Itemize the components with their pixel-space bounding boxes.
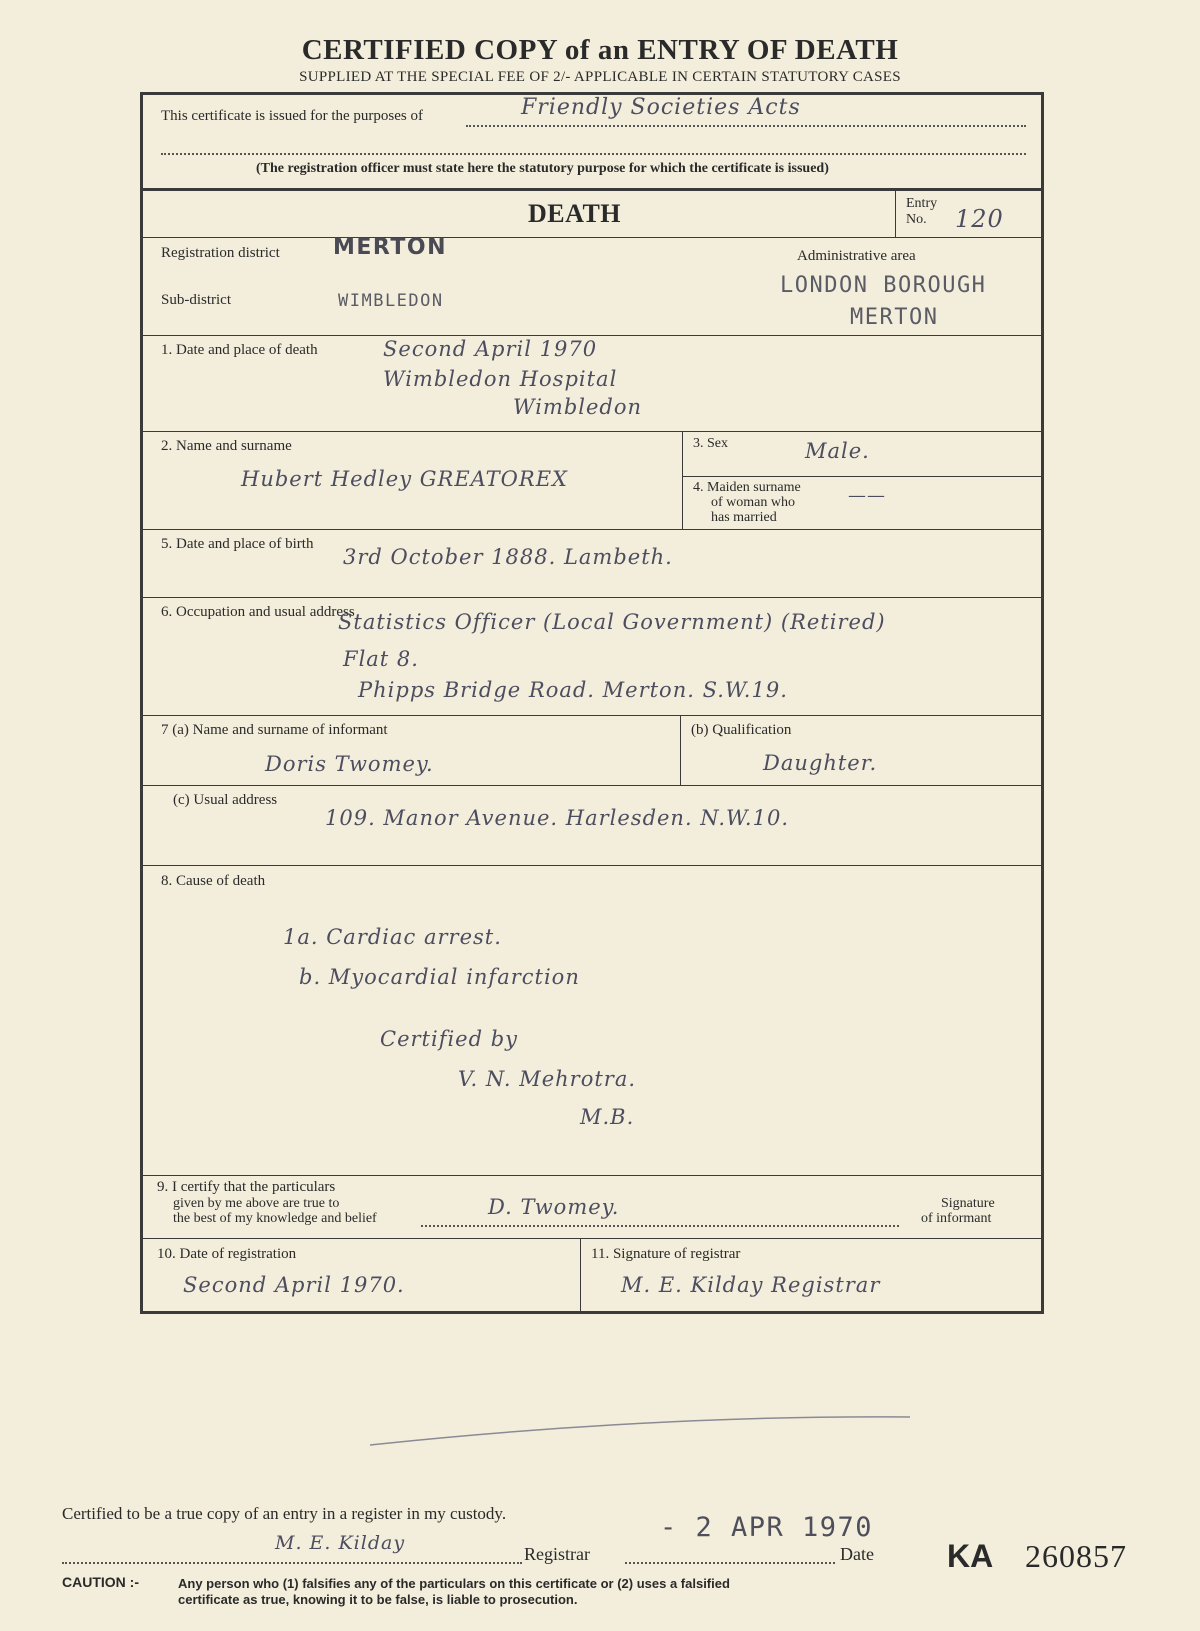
divider xyxy=(682,476,1041,477)
registrar-dotline xyxy=(62,1562,522,1564)
field-10-label: 10. Date of registration xyxy=(157,1246,297,1262)
field-8-label: 8. Cause of death xyxy=(161,873,266,889)
subdistrict-label: Sub-district xyxy=(161,292,231,308)
field-7b-label: (b) Qualification xyxy=(691,722,792,738)
field-3-sex: Male. xyxy=(805,439,870,463)
caution-label: CAUTION :- xyxy=(62,1574,139,1590)
registration-district-value: MERTON xyxy=(333,235,447,260)
field-6-occupation: Statistics Officer (Local Government) (Retired) xyxy=(338,610,886,634)
field-7a-informant: Doris Twomey. xyxy=(265,752,434,776)
divider xyxy=(680,715,681,785)
certificate-title: CERTIFIED COPY of an ENTRY OF DEATH xyxy=(301,34,899,66)
registration-district-label: Registration district xyxy=(161,245,280,261)
field-11-registrar-signature: M. E. Kilday Registrar xyxy=(621,1273,881,1297)
field-10-registration-date: Second April 1970. xyxy=(183,1273,405,1297)
divider xyxy=(580,1238,581,1311)
registrar-label: Registrar xyxy=(524,1544,590,1564)
field-8-certifier-qualification: M.B. xyxy=(580,1105,635,1129)
field-4-label-3: has married xyxy=(711,510,777,525)
divider xyxy=(143,597,1041,598)
field-1-place-1: Wimbledon Hospital xyxy=(383,367,618,391)
caution-text-1: Any person who (1) falsifies any of the particulars on this certificate or (2) uses a falsified xyxy=(178,1576,730,1591)
field-6-address-1: Flat 8. xyxy=(343,647,419,671)
field-4-maiden: —— xyxy=(848,485,886,506)
purpose-value: Friendly Societies Acts xyxy=(521,95,801,120)
field-5-label: 5. Date and place of birth xyxy=(161,536,314,552)
serial-number: 260857 xyxy=(1025,1538,1127,1574)
divider xyxy=(143,335,1041,336)
divider xyxy=(895,191,896,237)
field-9-signature-label-2: of informant xyxy=(921,1211,992,1226)
field-3-label: 3. Sex xyxy=(693,436,728,451)
field-4-label-2: of woman who xyxy=(711,495,795,510)
registrar-signature: M. E. Kilday xyxy=(275,1532,406,1554)
entry-label: Entry xyxy=(906,196,938,211)
divider xyxy=(143,237,1041,238)
divider xyxy=(143,715,1041,716)
date-label: Date xyxy=(840,1544,874,1564)
serial-prefix: KA xyxy=(947,1538,994,1574)
entry-number: 120 xyxy=(955,205,1004,233)
field-2-name: Hubert Hedley GREATOREX xyxy=(241,467,568,491)
field-1-date: Second April 1970 xyxy=(383,337,598,361)
purpose-dotline-2 xyxy=(161,153,1026,155)
field-9-signature: D. Twomey. xyxy=(488,1195,620,1219)
field-4-label-1: 4. Maiden surname xyxy=(693,480,801,495)
purpose-label: This certificate is issued for the purposes of xyxy=(161,108,424,124)
divider xyxy=(143,1175,1041,1176)
administrative-area-label: Administrative area xyxy=(797,248,916,264)
field-9-dotline xyxy=(421,1225,899,1227)
divider xyxy=(143,865,1041,866)
divider xyxy=(143,1238,1041,1239)
caution-text-2: certificate as true, knowing it to be false, is liable to prosecution. xyxy=(178,1592,578,1607)
divider xyxy=(143,188,1041,191)
divider xyxy=(143,529,1041,530)
divider xyxy=(143,431,1041,432)
pen-stroke xyxy=(360,1405,920,1455)
divider xyxy=(143,785,1041,786)
purpose-note: (The registration officer must state here the statutory purpose for which the certificate is issued) xyxy=(256,161,829,176)
field-1-label: 1. Date and place of death xyxy=(161,342,318,358)
administrative-area-value-2: MERTON xyxy=(850,305,939,330)
field-9-label-1: 9. I certify that the particulars xyxy=(157,1179,336,1195)
field-7c-label: (c) Usual address xyxy=(173,792,278,808)
field-11-label: 11. Signature of registrar xyxy=(591,1246,741,1262)
field-9-label-2: given by me above are true to xyxy=(173,1196,340,1211)
certificate-subtitle: SUPPLIED AT THE SPECIAL FEE OF 2/- APPLICABLE IN CERTAIN STATUTORY CASES xyxy=(299,69,901,85)
field-7c-address: 109. Manor Avenue. Harlesden. N.W.10. xyxy=(325,806,790,830)
field-8-certifier: V. N. Mehrotra. xyxy=(458,1067,637,1091)
entry-no-label: No. xyxy=(906,212,927,227)
field-8-cause-1b: b. Myocardial infarction xyxy=(299,965,580,989)
divider xyxy=(682,431,683,529)
field-1-place-2: Wimbledon xyxy=(513,395,643,419)
administrative-area-value-1: LONDON BOROUGH xyxy=(780,273,987,298)
subdistrict-value: WIMBLEDON xyxy=(338,291,444,311)
death-heading: DEATH xyxy=(528,199,622,228)
purpose-dotline xyxy=(466,125,1026,127)
field-5-birth: 3rd October 1888. Lambeth. xyxy=(343,545,673,569)
certificate-frame xyxy=(140,92,1044,1314)
field-6-address-2: Phipps Bridge Road. Merton. S.W.19. xyxy=(358,678,788,702)
date-dotline xyxy=(625,1562,835,1564)
field-7b-qualification: Daughter. xyxy=(763,751,878,775)
field-7a-label: 7 (a) Name and surname of informant xyxy=(161,722,388,738)
field-9-signature-label-1: Signature xyxy=(941,1196,995,1211)
field-8-certified-by: Certified by xyxy=(380,1027,519,1051)
field-6-label: 6. Occupation and usual address xyxy=(161,604,355,620)
field-9-label-3: the best of my knowledge and belief xyxy=(173,1211,377,1226)
field-8-cause-1a: 1a. Cardiac arrest. xyxy=(283,925,502,949)
field-2-label: 2. Name and surname xyxy=(161,438,292,454)
date-stamp: - 2 APR 1970 xyxy=(660,1512,874,1543)
certified-true-copy-text: Certified to be a true copy of an entry in a register in my custody. xyxy=(62,1504,507,1523)
